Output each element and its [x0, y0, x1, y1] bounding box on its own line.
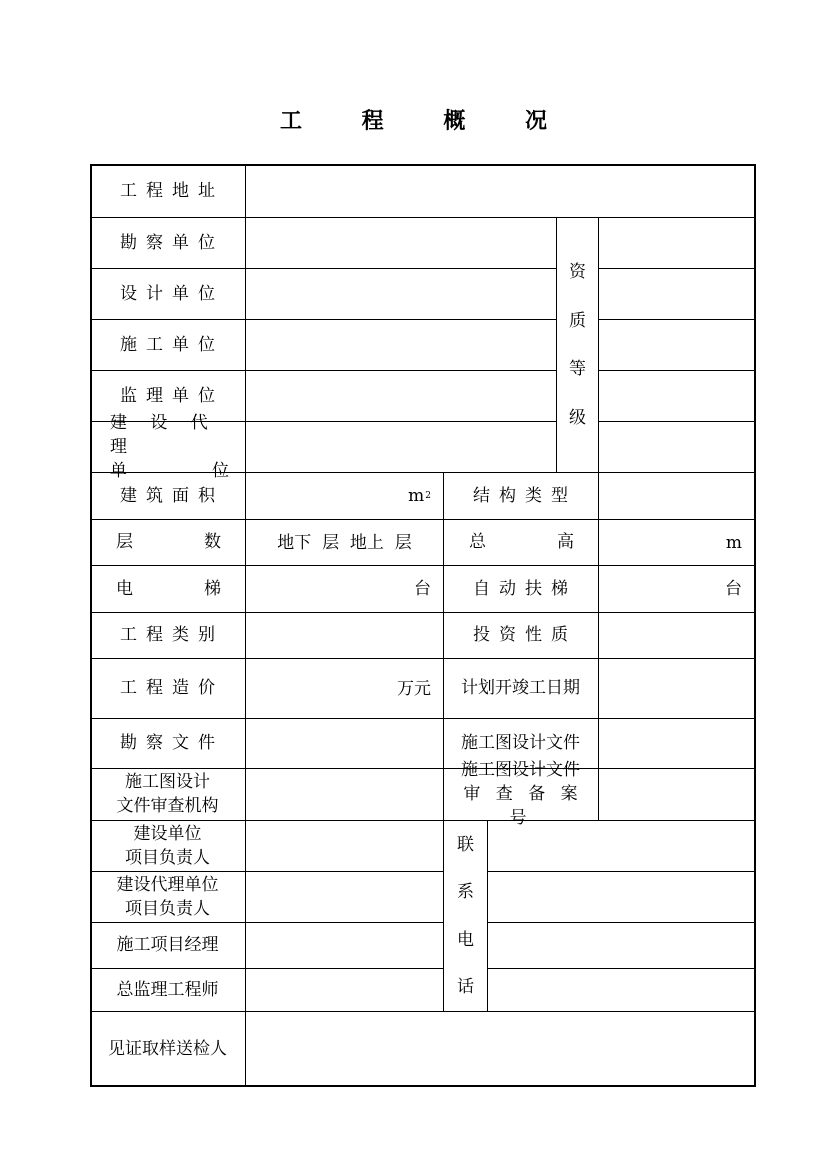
- survey-unit-field[interactable]: [246, 218, 556, 268]
- label-agentpm-line1: 建设代理单位: [116, 874, 219, 895]
- qualification-char: 等: [569, 359, 586, 380]
- schedule-field[interactable]: [599, 659, 754, 718]
- structure-type-field[interactable]: [599, 473, 754, 519]
- label-witness: 见证取样送检人: [108, 1039, 227, 1059]
- label-floors: [90, 519, 245, 565]
- escalator-field[interactable]: [599, 566, 754, 612]
- label-design-unit: 设计单位: [120, 283, 224, 304]
- label-owner-line2: 项目负责人: [125, 847, 210, 868]
- chief-phone-field[interactable]: [488, 969, 754, 1011]
- contact-char: 电: [457, 929, 474, 950]
- label-elevator-b: 梯: [204, 578, 221, 599]
- label-agent-pm: [90, 871, 245, 922]
- page-title: 工 程 概 况: [280, 109, 573, 134]
- project-address-field[interactable]: [246, 165, 754, 217]
- agent-unit-field[interactable]: [246, 422, 556, 472]
- review-agency-field[interactable]: [246, 769, 443, 820]
- label-construction-unit: 施工单位: [120, 334, 224, 355]
- label-agent-line1: 建 设 代 理: [110, 412, 217, 457]
- label-investment-nature: 投资性质: [473, 625, 577, 645]
- label-agentpm-line2: 项目负责人: [125, 898, 210, 919]
- label-owner-line1: 建设单位: [133, 823, 202, 844]
- label-floors-a: 层: [116, 532, 133, 552]
- qualification-char: 级: [569, 407, 586, 428]
- construction-unit-field[interactable]: [246, 320, 556, 370]
- label-escalator: 自动扶梯: [473, 578, 577, 599]
- drawing-documents-field[interactable]: [599, 719, 754, 768]
- label-drawing-documents: 施工图设计文件: [461, 733, 580, 753]
- supervision-grade-field[interactable]: [599, 371, 754, 421]
- label-elevator: [90, 565, 245, 612]
- contact-char: 话: [457, 977, 474, 998]
- chief-supervisor-field[interactable]: [246, 969, 443, 1011]
- label-total-b: 高: [557, 532, 574, 552]
- label-review-agency: [90, 768, 245, 820]
- label-construction-pm: 施工项目经理: [116, 935, 219, 955]
- building-area-field[interactable]: [246, 473, 443, 519]
- label-agent-word-b: 位: [212, 460, 229, 481]
- owner-phone-field[interactable]: [488, 821, 754, 871]
- label-review-line1: 施工图设计: [125, 772, 210, 792]
- height-unit: m: [725, 532, 742, 553]
- construction-grade-field[interactable]: [599, 320, 754, 370]
- label-filing-line1: 施工图设计文件: [461, 760, 580, 780]
- filing-number-field[interactable]: [599, 769, 754, 820]
- label-project-category: 工程类别: [120, 625, 224, 645]
- agent-grade-field[interactable]: [599, 422, 754, 472]
- label-qualification-grade: [557, 218, 598, 472]
- contact-char: 系: [457, 882, 474, 903]
- elevator-unit: 台: [414, 579, 431, 599]
- label-building-area: 建筑面积: [120, 485, 224, 506]
- label-filing-line2: 审 查 备 案 号: [463, 784, 583, 828]
- supervision-unit-field[interactable]: [246, 371, 556, 421]
- label-agent-unit: [90, 412, 245, 481]
- label-survey-unit: 勘察单位: [120, 232, 224, 253]
- label-project-cost: 工程造价: [120, 678, 224, 698]
- agent-phone-field[interactable]: [488, 872, 754, 922]
- escalator-unit: 台: [725, 579, 742, 599]
- total-height-field[interactable]: [599, 520, 754, 565]
- survey-grade-field[interactable]: [599, 218, 754, 268]
- label-schedule: 计划开竣工日期: [461, 678, 580, 698]
- label-total-a: 总: [469, 532, 486, 552]
- survey-documents-field[interactable]: [246, 719, 443, 768]
- area-unit-superscript: 2: [425, 491, 431, 501]
- label-chief-supervisor: 总监理工程师: [116, 979, 219, 1000]
- project-cost-field[interactable]: [246, 659, 443, 718]
- label-floors-b: 数: [204, 532, 221, 552]
- qualification-char: 质: [569, 310, 586, 331]
- label-filing-number: [443, 760, 598, 828]
- label-review-line2: 文件审查机构: [116, 796, 219, 816]
- floors-field[interactable]: 地下 层 地上 层: [277, 532, 412, 553]
- label-supervision-unit: 监理单位: [120, 385, 224, 406]
- area-unit: m: [408, 486, 425, 506]
- label-contact-phone: [444, 821, 487, 1011]
- label-elevator-a: 电: [116, 578, 133, 599]
- owner-pm-field[interactable]: [246, 821, 443, 871]
- contact-char: 联: [457, 834, 474, 855]
- qualification-char: 资: [569, 262, 586, 283]
- design-grade-field[interactable]: [599, 269, 754, 319]
- label-owner-pm: [90, 820, 245, 871]
- investment-nature-field[interactable]: [599, 613, 754, 658]
- label-structure-type: 结构类型: [473, 485, 577, 506]
- agent-pm-field[interactable]: [246, 872, 443, 922]
- label-project-address: 工程地址: [120, 180, 224, 201]
- label-total-height: [443, 519, 598, 565]
- construction-pm-field[interactable]: [246, 923, 443, 968]
- witness-field[interactable]: [246, 1012, 754, 1085]
- elevator-field[interactable]: [246, 566, 443, 612]
- cost-unit: 万元: [397, 678, 431, 699]
- label-agent-word-a: 单: [110, 460, 127, 481]
- pm-phone-field[interactable]: [488, 923, 754, 968]
- design-unit-field[interactable]: [246, 269, 556, 319]
- label-survey-documents: 勘察文件: [120, 733, 224, 753]
- project-category-field[interactable]: [246, 613, 443, 658]
